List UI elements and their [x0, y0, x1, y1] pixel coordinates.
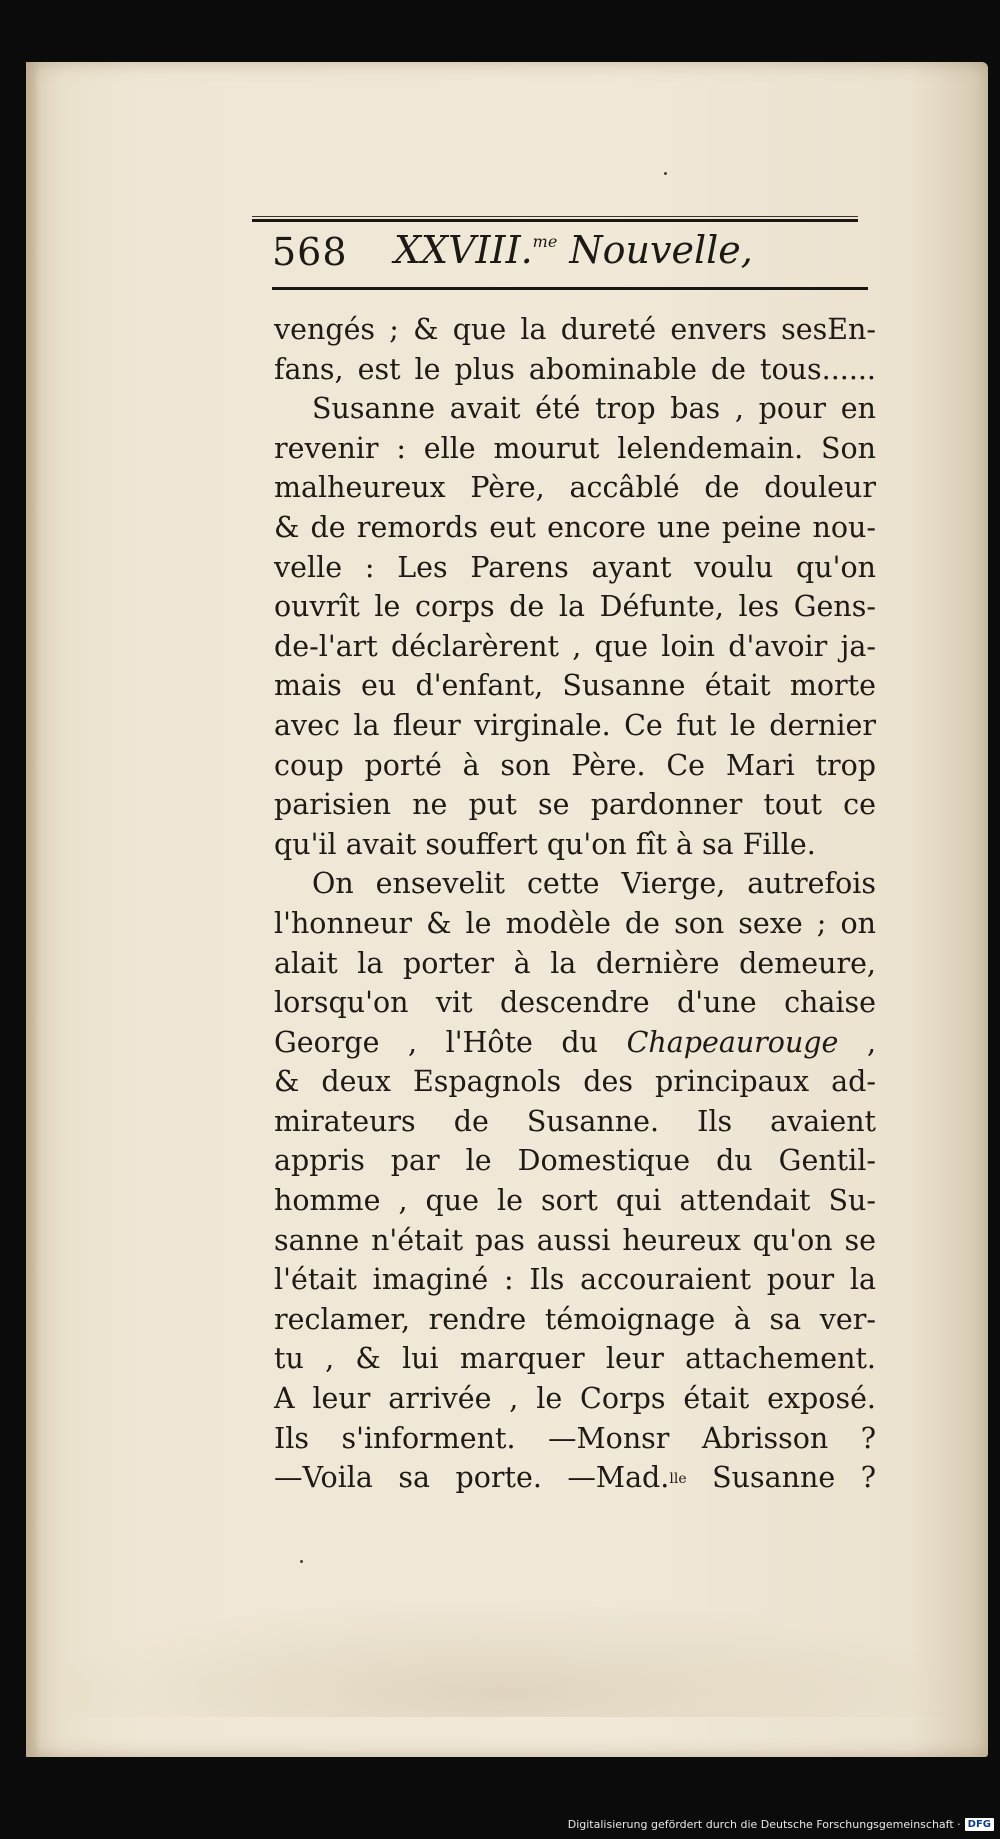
header-rule-bottom	[272, 287, 868, 290]
text-line: parisien ne put se pardonner tout ce	[274, 788, 876, 822]
credit-text: Digitalisierung gefördert durch die Deutsche Forschungsgemeinschaft ·	[567, 1818, 961, 1831]
digitization-credit	[568, 1818, 994, 1831]
running-title-superscript: me	[532, 232, 558, 251]
text-line: appris par le Domestique du Gentil-	[274, 1144, 876, 1178]
text-line: revenir : elle mourut lelendemain. Son	[274, 431, 876, 465]
text-line: malheureux Père, accâblé de douleur	[274, 471, 876, 505]
page-number: 568	[272, 230, 348, 274]
text-line: alait la porter à la dernière demeure,	[274, 946, 876, 980]
text-line	[274, 1023, 876, 1063]
text-line: A leur arrivée , le Corps était exposé.	[274, 1382, 876, 1416]
text-line: homme , que le sort qui attendait Su-	[274, 1184, 876, 1218]
running-title-rest: Nouvelle,	[557, 228, 753, 272]
text-line: ouvrît le corps de la Défunte, les Gens-	[274, 590, 876, 624]
text-segment: Susanne ?	[686, 1461, 876, 1495]
paper-speck	[664, 172, 667, 175]
running-title-main: XXVIII.	[394, 228, 533, 272]
text-line: mais eu d'enfant, Susanne était morte	[274, 669, 876, 703]
text-line: velle : Les Parens ayant voulu qu'on	[274, 550, 876, 584]
paper-stain	[36, 1597, 976, 1717]
body-text	[274, 310, 876, 1498]
text-line: tu , & lui marquer leur attachement.	[274, 1342, 876, 1376]
paper-speck	[300, 1560, 303, 1563]
dfg-logo-icon: DFG	[965, 1818, 994, 1831]
text-line: qu'il avait souffert qu'on fît à sa Fille.	[274, 827, 816, 861]
text-segment: —Voila sa porte. —Mad.	[274, 1461, 670, 1495]
text-line: mirateurs de Susanne. Ils avaient	[274, 1104, 876, 1138]
text-line: sanne n'était pas aussi heureux qu'on se	[274, 1223, 876, 1257]
text-line: de-l'art déclarèrent , que loin d'avoir ja-	[274, 629, 876, 663]
text-line: lorsqu'on vit descendre d'une chaise	[274, 986, 876, 1020]
text-line: fans, est le plus abominable de tous......	[274, 352, 876, 386]
running-header	[272, 224, 872, 284]
header-rule-top	[252, 219, 858, 222]
text-line: l'honneur & le modèle de son sexe ; on	[274, 906, 876, 940]
page-edge	[26, 62, 40, 1757]
text-line: coup porté à son Père. Ce Mari trop	[274, 748, 876, 782]
text-line: Susanne avait été trop bas , pour en	[312, 392, 876, 426]
text-segment: George , l'Hôte du	[274, 1025, 599, 1059]
text-line: On ensevelit cette Vierge, autrefois	[312, 867, 876, 901]
text-line: & deux Espagnols des principaux ad-	[274, 1065, 876, 1099]
text-line: reclamer, rendre témoignage à sa ver-	[274, 1302, 876, 1336]
text-line: Ils s'informent. —Monsr Abrisson ?	[274, 1421, 876, 1455]
text-line: avec la fleur virginale. Ce fut le dernier	[274, 708, 876, 742]
header-rule-thin	[252, 216, 858, 217]
text-segment: ,	[838, 1025, 876, 1059]
text-line: l'était imaginé : Ils accouraient pour la	[274, 1263, 876, 1297]
text-line: & de remords eut encore une peine nou-	[274, 510, 876, 544]
text-line: vengés ; & que la dureté envers sesEn-	[274, 313, 876, 346]
text-line	[274, 1458, 876, 1498]
text-segment-italic: Chapeaurouge	[626, 1025, 839, 1059]
text-superscript: lle	[669, 1471, 687, 1488]
running-title	[394, 228, 753, 272]
